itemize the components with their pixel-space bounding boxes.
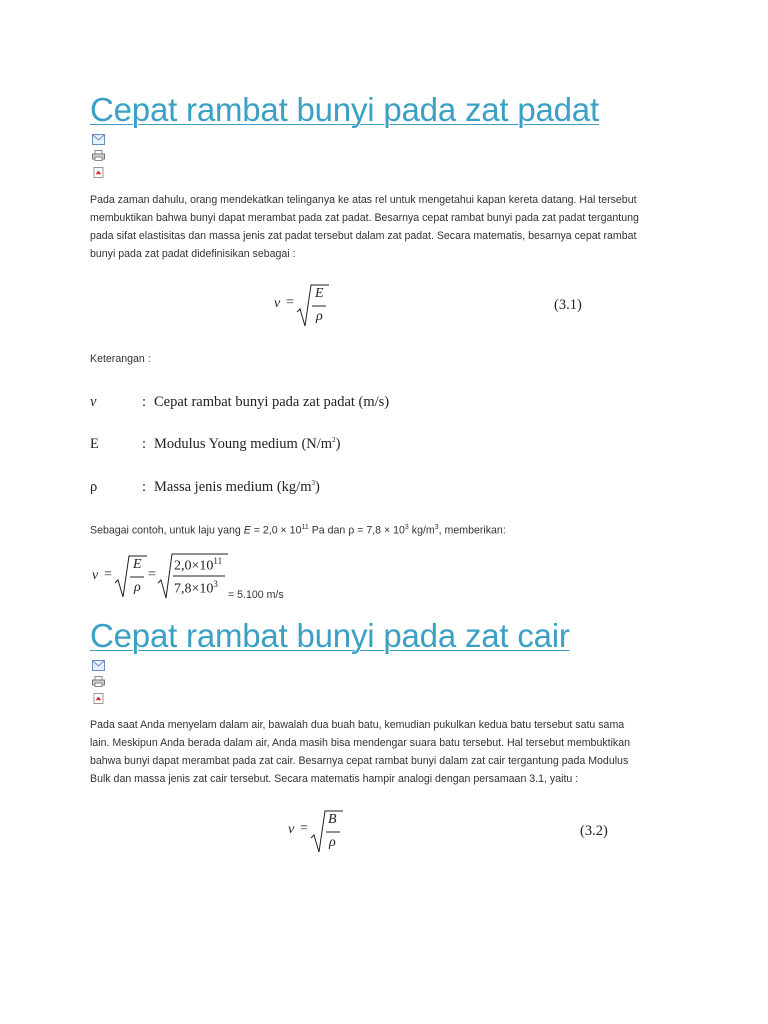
eq-denominator: ρ (329, 835, 336, 850)
sqrt-symbol (296, 282, 330, 328)
def-sup: 3 (311, 479, 315, 488)
intro-paragraph-liquid (90, 716, 680, 788)
def-tail: ) (335, 436, 341, 452)
paragraph-line: membuktikan bahwa bunyi dapat merambat pada zat padat. Besarnya cepat rambat bunyi pada zat padat tergantung (90, 212, 639, 224)
example-exp3: 3 (434, 524, 439, 531)
email-icon[interactable] (92, 660, 105, 671)
ex-den2 (174, 579, 218, 598)
def-text: Massa jenis medium (kg/m (154, 479, 312, 495)
equation-3-1 (272, 282, 332, 330)
ex-den1: ρ (134, 580, 141, 595)
def-tail: ) (314, 479, 320, 495)
sqrt-symbol (114, 553, 148, 599)
sqrt-symbol (310, 808, 344, 854)
example-mid2: Pa dan ρ = 7,8 × 10 (308, 524, 405, 537)
ex-lhs: v (92, 568, 99, 583)
def-symbol: ρ (90, 479, 98, 495)
ex-den2-base: 7,8×10 (174, 581, 214, 597)
print-icon[interactable] (92, 150, 105, 161)
example-suffix: , memberikan: (438, 524, 506, 537)
ex-num1: E (133, 557, 142, 572)
paragraph-line: Pada saat Anda menyelam dalam air, bawalah dua buah batu, kemudian pukulkan kedua batu tersebut satu sama (90, 719, 625, 731)
definition-rho (90, 479, 320, 496)
ex-result: = 5.100 m/s (228, 589, 284, 601)
print-icon[interactable] (92, 676, 105, 687)
ex-num2-exp: 11 (213, 556, 223, 566)
email-icon[interactable] (92, 134, 105, 145)
section-title-solid[interactable]: Cepat rambat bunyi pada zat padat (90, 91, 599, 128)
ex-eq2: = (148, 567, 156, 582)
definition-v (90, 394, 389, 411)
equation-number: (3.2) (580, 823, 608, 839)
equation-3-2 (286, 808, 346, 856)
paragraph-line: Pada zaman dahulu, orang mendekatkan telinganya ke atas rel untuk mengetahui kapan kereta datang. Hal tersebut (90, 194, 637, 206)
def-text: Modulus Young medium (N/m (154, 436, 333, 452)
eq-numerator: B (328, 812, 337, 827)
eq-lhs: v (274, 296, 281, 311)
example-exp2: 3 (404, 524, 409, 531)
example-exp1: 11 (301, 524, 309, 531)
paragraph-line: lain. Meskipun Anda berada dalam air, Anda masih bisa mendengar suara batu tersebut. Hal tersebut membuktikan (90, 737, 631, 749)
paragraph-line: pada sifat elastisitas dan massa jenis zat padat tersebut dalam zat padat. Secara matematis, besarnya cepat rambat (90, 230, 637, 242)
example-sentence (90, 524, 506, 537)
def-colon: : (142, 394, 147, 410)
example-mid1: = 2,0 × 10 (250, 524, 302, 537)
eq-equals: = (300, 821, 308, 836)
definition-e (90, 436, 340, 453)
paragraph-line: Bulk dan massa jenis zat cair tersebut. Secara matematis hampir analogi dengan persamaan 3.1, yaitu : (90, 773, 579, 785)
equation-number: (3.1) (554, 297, 582, 313)
intro-paragraph-solid (90, 191, 680, 263)
keterangan-label: Keterangan : (90, 353, 151, 365)
example-mid3: kg/m (408, 524, 435, 537)
section-title-liquid[interactable]: Cepat rambat bunyi pada zat cair (90, 617, 570, 654)
def-colon: : (142, 436, 147, 452)
eq-denominator: ρ (316, 309, 323, 324)
eq-lhs: v (288, 822, 295, 837)
paragraph-line: bahwa bunyi dapat merambat pada zat cair. Besarnya cepat rambat bunyi dalam zat cair tergantung pada Modulus (90, 755, 629, 767)
example-prefix: Sebagai contoh, untuk laju yang (90, 524, 244, 537)
ex-eq1: = (104, 567, 112, 582)
def-text: Cepat rambat bunyi pada zat padat (m/s) (154, 394, 390, 410)
def-symbol: E (90, 436, 99, 452)
pdf-icon[interactable] (92, 693, 105, 704)
ex-num2-base: 2,0×10 (174, 558, 214, 574)
example-e: E (243, 524, 251, 537)
eq-equals: = (286, 295, 294, 310)
paragraph-line: bunyi pada zat padat didefinisikan sebagai : (90, 248, 296, 260)
def-colon: : (142, 479, 147, 495)
def-sup: 2 (332, 436, 336, 445)
eq-numerator: E (315, 286, 324, 301)
pdf-icon[interactable] (92, 167, 105, 178)
ex-num2 (174, 556, 222, 575)
ex-den2-exp: 3 (213, 579, 218, 589)
example-equation (90, 552, 310, 602)
def-symbol: v (90, 394, 97, 410)
